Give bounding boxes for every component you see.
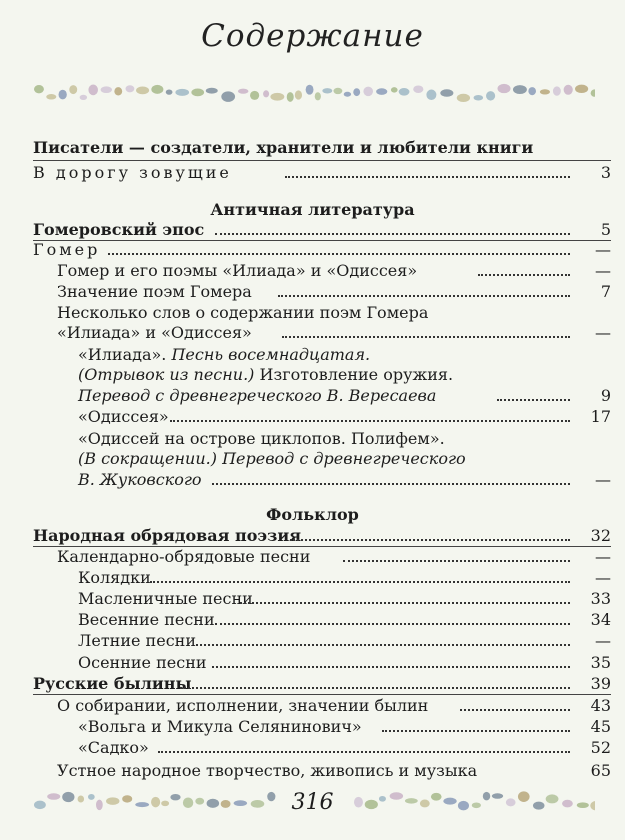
toc-entry (0, 673, 625, 695)
toc-entry-text: «Одиссей на острове циклопов. Полифем». (78, 429, 445, 448)
toc-entry-page: — (595, 261, 611, 280)
toc-entry (0, 588, 625, 610)
toc-entry-text: «Садко» (78, 738, 149, 757)
dot-leader (196, 642, 570, 646)
dot-leader (240, 600, 570, 604)
toc-entry-text: Календарно-обрядовые песни (57, 547, 311, 566)
toc-entry (0, 322, 625, 344)
toc-entry (0, 239, 625, 261)
toc-entry-page: 52 (590, 738, 611, 757)
toc-entry-text: Изготовление оружия. (254, 365, 454, 384)
toc-entry-page: 9 (600, 386, 611, 405)
pebble-dot (492, 793, 503, 798)
toc-entry-page: 32 (590, 526, 611, 545)
pebble-dot (322, 88, 332, 93)
toc-entry-text: Масленичные песни (78, 589, 253, 608)
toc-entry-text: «Илиада» и «Одиссея» (57, 323, 252, 342)
dot-leader (180, 685, 570, 689)
toc-entry-page: — (595, 631, 611, 650)
toc-entry-text: В дорогу зовущие (33, 163, 232, 182)
decorative-dots-bottom-right (350, 788, 595, 814)
toc-entry (0, 302, 625, 324)
toc-entry-text: Гомер (33, 240, 101, 259)
toc-entry (0, 469, 625, 491)
pebble-dot (80, 95, 87, 100)
pebble-dot (287, 92, 294, 102)
pebble-dot (295, 90, 302, 99)
toc-entry-text: Перевод с древнегреческого В. Вересаева (78, 386, 437, 405)
toc-entry-text: Гомеровский эпос (33, 220, 205, 239)
pebble-dot (250, 91, 259, 100)
pebble-dot (590, 801, 595, 810)
toc-entry-text: «Одиссея» (78, 407, 169, 426)
pebble-dot (497, 84, 510, 93)
pebble-dot (431, 793, 442, 801)
toc-entry-text: Русские былины (33, 674, 192, 693)
separator-line (33, 160, 611, 161)
toc-entry-text: Летние песни (78, 631, 196, 650)
toc-entry (0, 281, 625, 303)
dot-leader (108, 251, 570, 255)
pebble-dot (528, 87, 536, 95)
section-heading-antique: Античная литература (210, 200, 415, 219)
toc-entry (0, 567, 625, 589)
pebble-dot (513, 85, 527, 94)
toc-entry-page: 33 (590, 589, 611, 608)
dot-leader (215, 231, 570, 235)
toc-entry-text-italic: Песнь восемнадцатая. (166, 345, 371, 364)
pebble-dot (564, 85, 573, 95)
toc-entry-text: В. Жуковского (78, 470, 202, 489)
pebble-dot (263, 90, 269, 97)
toc-entry (0, 737, 625, 759)
dot-leader (285, 174, 570, 178)
toc-entry-page: 43 (590, 696, 611, 715)
toc-entry-page: 3 (600, 163, 611, 182)
toc-entry-text-italic: (Отрывок из песни.) (78, 365, 255, 384)
pebble-dot (458, 801, 469, 811)
toc-entry-page: — (595, 547, 611, 566)
pebble-dot (553, 86, 561, 95)
pebble-dot (399, 88, 410, 96)
pebble-dot (577, 802, 589, 808)
pebble-dot (457, 94, 470, 102)
toc-entry-page: 5 (600, 220, 611, 239)
toc-entry-text: «Илиада». (78, 345, 167, 364)
toc-entry-text: Осенние песни (78, 653, 207, 672)
dot-leader (158, 749, 570, 753)
page-number: 316 (291, 790, 334, 815)
toc-entry (0, 344, 625, 366)
toc-entry (0, 695, 625, 717)
toc-entry-page: 34 (590, 610, 611, 629)
toc-entry-page: 65 (590, 761, 611, 780)
pebble-dot (365, 800, 378, 809)
toc-entry-text: Значение поэм Гомера (57, 282, 252, 301)
pebble-dot (483, 792, 490, 801)
toc-entry-page: 17 (590, 407, 611, 426)
toc-entry-page: — (595, 568, 611, 587)
pebble-dot (562, 800, 573, 808)
toc-entry-page: 39 (590, 674, 611, 693)
dot-leader (278, 293, 570, 297)
pebble-dot (420, 800, 430, 808)
toc-entry (0, 630, 625, 652)
toc-entry-text: Гомер и его поэмы «Илиада» и «Одиссея» (57, 261, 418, 280)
pebble-dot (363, 87, 373, 96)
pebble-dot (114, 87, 122, 95)
dot-leader (478, 272, 570, 276)
toc-entry (0, 219, 625, 241)
pebble-dot (101, 86, 112, 93)
toc-entry (0, 137, 625, 159)
dot-leader (290, 537, 570, 541)
toc-entry (0, 428, 625, 450)
toc-entry-text: Устное народное творчество, живопись и музыка (57, 761, 478, 780)
toc-entry (0, 260, 625, 282)
dot-leader (382, 728, 570, 732)
pebble-dot (59, 90, 67, 100)
toc-entry (0, 609, 625, 631)
pebble-dot (136, 86, 149, 94)
pebble-dot (34, 85, 44, 93)
pebble-dot (443, 798, 456, 805)
toc-entry-text: Колядки (78, 568, 151, 587)
toc-entry-text: О собирании, исполнении, значении былин (57, 696, 429, 715)
pebble-dot (238, 89, 248, 94)
toc-entry-text: «Вольга и Микула Селянинович» (78, 717, 362, 736)
pebble-dot (126, 85, 135, 92)
toc-entry (0, 652, 625, 674)
toc-entry-page: 35 (590, 653, 611, 672)
toc-entry (0, 448, 625, 470)
pebble-dot (353, 88, 360, 96)
toc-entry-text: Несколько слов о содержании поэм Гомера (57, 303, 429, 322)
pebble-dot (221, 91, 235, 102)
pebble-dot (376, 88, 387, 95)
pebble-dot (344, 92, 351, 97)
pebble-dot (546, 794, 559, 803)
pebble-dot (472, 802, 481, 808)
toc-entry (0, 716, 625, 738)
pebble-dot (474, 95, 484, 100)
toc-entry-text: Народная обрядовая поэзия (33, 526, 302, 545)
pebble-dot (315, 92, 321, 100)
pebble-dot (354, 797, 363, 808)
dot-leader (150, 579, 570, 583)
pebble-dot (333, 88, 342, 94)
pebble-dot (69, 85, 77, 94)
toc-entry-page: — (595, 470, 611, 489)
pebble-dot (88, 85, 98, 96)
pebble-dot (391, 87, 398, 92)
pebble-dot (206, 88, 218, 94)
pebble-dot (426, 90, 436, 100)
toc-entry (0, 385, 625, 407)
pebble-dot (166, 89, 173, 94)
pebble-dot (533, 802, 544, 810)
toc-entry-page: — (595, 240, 611, 259)
pebble-dot (270, 93, 284, 101)
pebble-dot (46, 94, 56, 99)
toc-entry-page: — (595, 323, 611, 342)
pebble-dot (405, 798, 418, 803)
dot-leader (170, 418, 570, 422)
pebble-dot (518, 791, 530, 802)
toc-entry (0, 364, 625, 386)
toc-entry-text: (В сокращении.) Перевод с древнегреческого (78, 449, 466, 468)
pebble-dot (175, 89, 189, 96)
toc-entry-page: 45 (590, 717, 611, 736)
toc-entry (0, 406, 625, 428)
pebble-dot (540, 89, 550, 94)
dot-leader (212, 481, 570, 485)
toc-entry-page: 7 (600, 282, 611, 301)
pebble-dot (575, 85, 588, 93)
dot-leader (343, 558, 570, 562)
pebble-dot (413, 85, 423, 93)
toc-entry (0, 525, 625, 547)
toc-entry (0, 546, 625, 568)
pebble-dot (191, 89, 204, 97)
page-title: Содержание (201, 18, 424, 54)
pebble-dot (506, 798, 516, 806)
dot-leader (212, 664, 570, 668)
pebble-dot (151, 85, 163, 94)
toc-entry (0, 162, 625, 184)
dot-leader (215, 621, 570, 625)
pebble-dot (486, 91, 495, 101)
dot-leader (460, 707, 570, 711)
pebble-dot (440, 89, 453, 96)
decorative-dots-top (30, 80, 595, 106)
dot-leader (497, 397, 570, 401)
pebble-dot (379, 796, 386, 802)
toc-entry (0, 760, 625, 782)
pebble-dot (591, 89, 595, 96)
pebble-dot (306, 85, 314, 95)
toc-entry-text: Весенние песни (78, 610, 215, 629)
dot-leader (282, 334, 570, 338)
section-heading-folklore: Фольклор (266, 505, 359, 524)
pebble-dot (390, 792, 403, 800)
toc-entry-text: Писатели — создатели, хранители и любители книги (33, 138, 534, 157)
